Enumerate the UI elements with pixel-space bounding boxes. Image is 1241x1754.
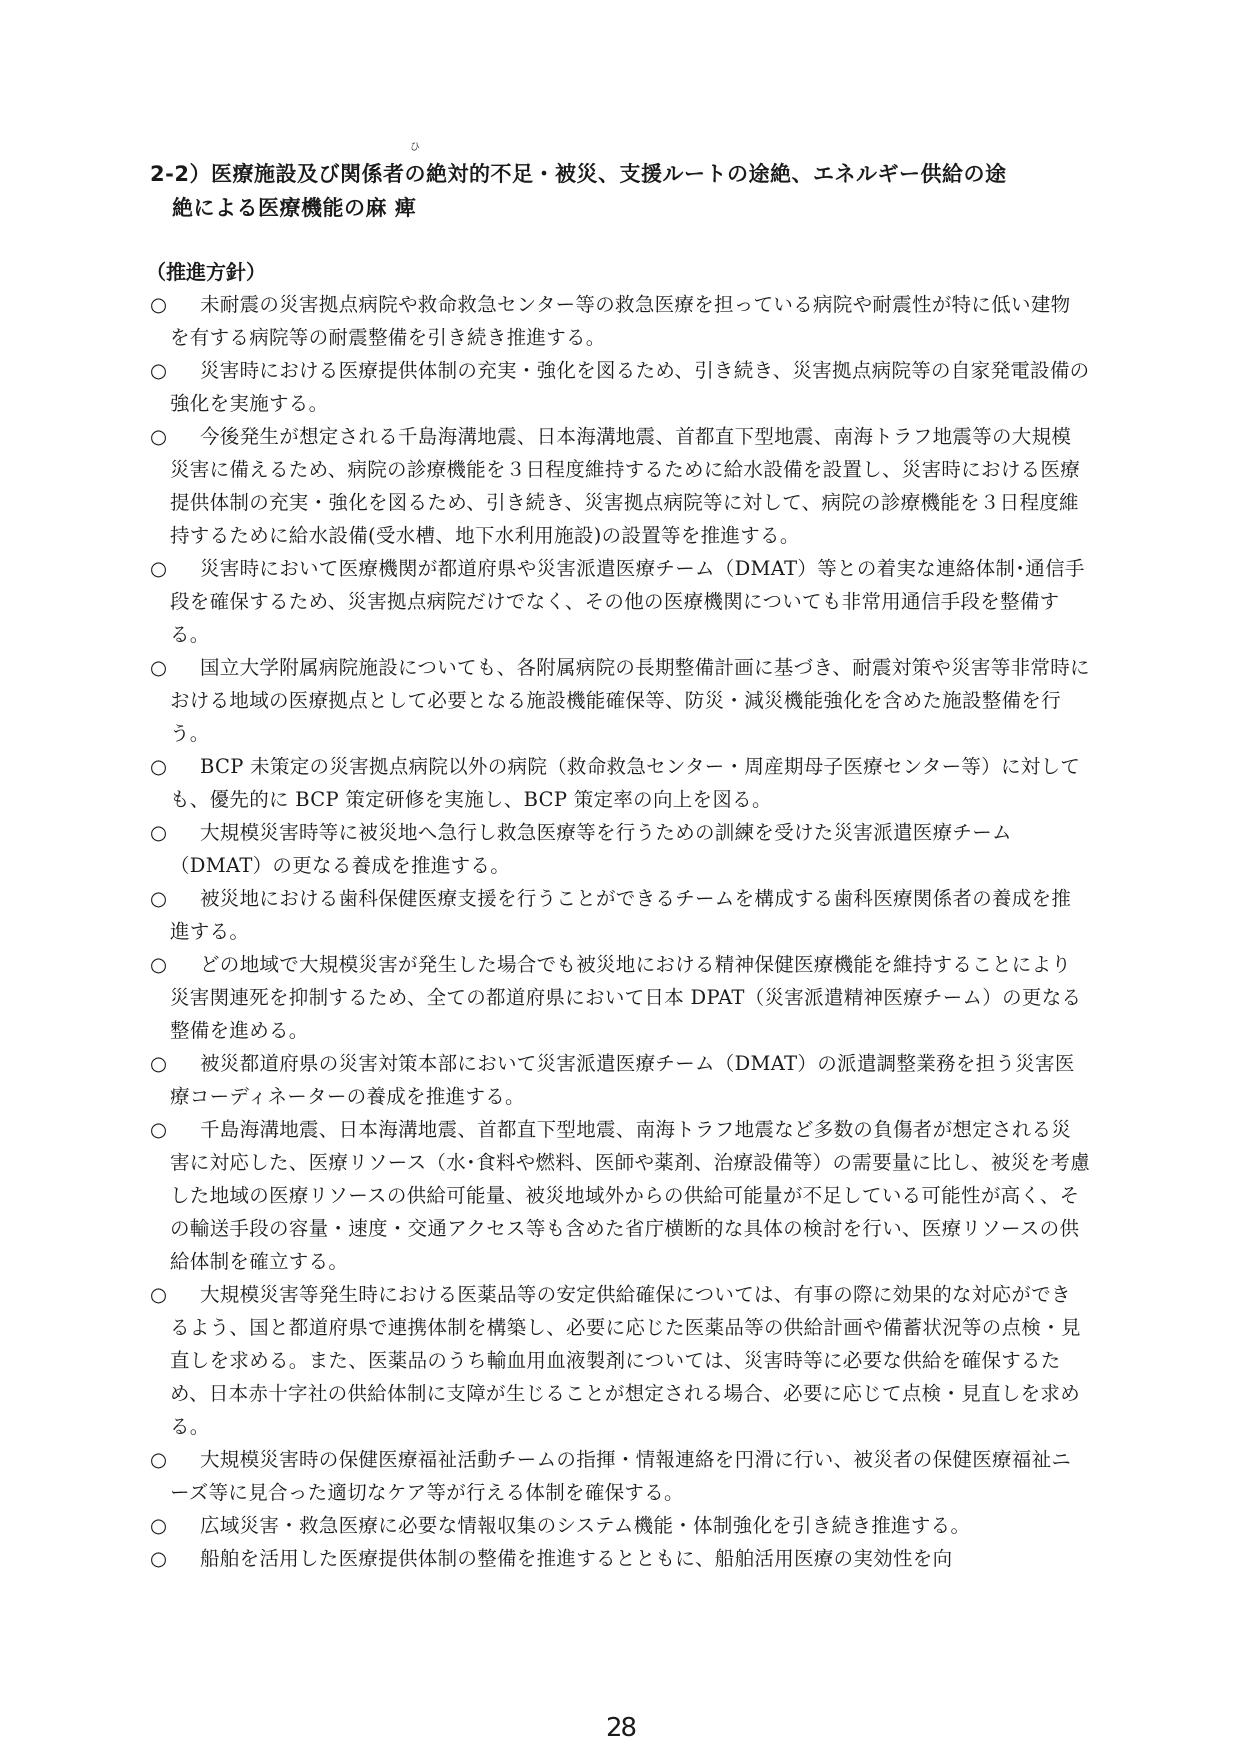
policy-list [150,288,1090,1575]
bullet-symbol: ○ [150,1052,168,1075]
bullet-symbol: ○ [150,425,168,448]
heading-line2b: 痺 [394,196,417,220]
list-item-text: 国立大学附属病院施設についても、各附属病院の長期整備計画に基づき、耐震対策や災害等非常時における地域の医療拠点として必要となる施設機能確保等、防災・減災機能強化を含めた施設整備を行う。 [170,656,1090,745]
list-item [150,1278,1090,1443]
bullet-symbol: ○ [150,1514,168,1537]
bullet-symbol: ○ [150,293,168,316]
list-item-text: 被災地における歯科保健医療支援を行うことができるチームを構成する歯科医療関係者の養成を推進する。 [170,887,1072,943]
list-item-text: 災害時における医療提供体制の充実・強化を図るため、引き続き、災害拠点病院等の自家発電設備の強化を実施する。 [170,359,1090,415]
list-item [150,1113,1090,1278]
list-item-text: 災害時において医療機関が都道府県や災害派遣医療チーム（DMAT）等との着実な連絡体制･通信手段を確保するため、災害拠点病院だけでなく、その他の医療機関についても非常用通信手段を整備する。 [170,557,1085,646]
list-item-text: 広域災害・救急医療に必要な情報収集のシステム機能・体制強化を引き続き推進する。 [200,1514,971,1537]
ruby-base: の [404,162,426,186]
heading-line2 [150,191,1090,225]
list-item [150,651,1090,750]
bullet-symbol: ○ [150,1448,168,1471]
list-item [150,288,1090,354]
list-item [150,750,1090,816]
list-item [150,354,1090,420]
heading-part2: 絶対的不足・被災、支援ルートの途絶、エネルギー供給の途 [425,162,1007,186]
bullet-symbol: ○ [150,359,168,382]
subheading: （推進方針） [146,260,266,284]
list-item [150,948,1090,1047]
list-item-text: 被災都道府県の災害対策本部において災害派遣医療チーム（DMAT）の派遣調整業務を担う災害医療コーディネーターの養成を推進する。 [170,1052,1075,1108]
list-item [150,552,1090,651]
bullet-symbol: ○ [150,821,168,844]
bullet-symbol: ○ [150,656,168,679]
bullet-symbol: ○ [150,953,168,976]
list-item [150,420,1090,552]
bullet-symbol: ○ [150,755,168,778]
list-item-text: 未耐震の災害拠点病院や救命救急センター等の救急医療を担っている病院や耐震性が特に低い建物を有する病院等の耐震整備を引き続き推進する。 [170,293,1071,349]
ruby-annotation [404,142,426,191]
list-item [150,1047,1090,1113]
heading-part1: 2-2）医療施設及び関係者 [150,162,405,186]
bullet-symbol: ○ [150,1547,168,1570]
bullet-symbol: ○ [150,1283,168,1306]
list-item [150,816,1090,882]
bullet-symbol: ○ [150,1118,168,1141]
list-item-text: どの地域で大規模災害が発生した場合でも被災地における精神保健医療機能を維持することにより災害関連死を抑制するため、全ての都道府県において日本 DPAT（災害派遣精神医療チーム）の更なる整備を進める。 [170,953,1082,1042]
list-item [150,1443,1090,1509]
bullet-symbol: ○ [150,557,168,580]
list-item [150,1509,1090,1542]
list-item [150,1542,1090,1575]
page-number: 28 [605,1713,636,1743]
heading-line2a: 絶による医療機能の麻 [172,196,387,220]
list-item-text: BCP 未策定の災害拠点病院以外の病院（救命救急センター・周産期母子医療センター等）に対しても、優先的に BCP 策定研修を実施し、BCP 策定率の向上を図る。 [170,755,1081,811]
list-item-text: 千島海溝地震、日本海溝地震、首都直下型地震、南海トラフ地震など多数の負傷者が想定される災害に対応した、医療リソース（水･食料や燃料、医師や薬剤、治療設備等）の需要量に比し、被災を考慮した地域の医療リソースの供給可能量、被災地域外からの供給可能量が不足している可能性が高く、その輸送手段の容量・速度・交通アクセス等も含めた省庁横断的な具体の検討を行い、医療リソースの供給体制を確立する。 [170,1118,1090,1273]
bullet-symbol: ○ [150,887,168,910]
list-item-text: 大規模災害等発生時における医薬品等の安定供給確保については、有事の際に効果的な対応ができるよう、国と都道府県で連携体制を構築し、必要に応じた医薬品等の供給計画や備蓄状況等の点検・見直しを求める。また、医薬品のうち輸血用血液製剤については、災害時等に必要な供給を確保するため、日本赤十字社の供給体制に支障が生じることが想定される場合、必要に応じて点検・見直しを求める。 [170,1283,1081,1438]
list-item-text: 大規模災害時の保健医療福祉活動チームの指揮・情報連絡を円滑に行い、被災者の保健医療福祉ニーズ等に見合った適切なケア等が行える体制を確保する。 [170,1448,1072,1504]
section-heading [150,142,1090,225]
ruby-text: ひ [409,142,421,153]
list-item-text: 船舶を活用した医療提供体制の整備を推進するとともに、船舶活用医療の実効性を向 [200,1547,953,1570]
list-item [150,882,1090,948]
list-item-text: 大規模災害時等に被災地へ急行し救急医療等を行うための訓練を受けた災害派遣医療チーム（DMAT）の更なる養成を推進する。 [170,821,1012,877]
list-item-text: 今後発生が想定される千島海溝地震、日本海溝地震、首都直下型地震、南海トラフ地震等の大規模災害に備えるため、病院の診療機能を３日程度維持するために給水設備を設置し、災害時における医療提供体制の充実・強化を図るため、引き続き、災害拠点病院等に対して、病院の診療機能を３日程度維持するために給水設備(受水槽、地下水利用施設)の設置等を推進する。 [170,425,1081,547]
